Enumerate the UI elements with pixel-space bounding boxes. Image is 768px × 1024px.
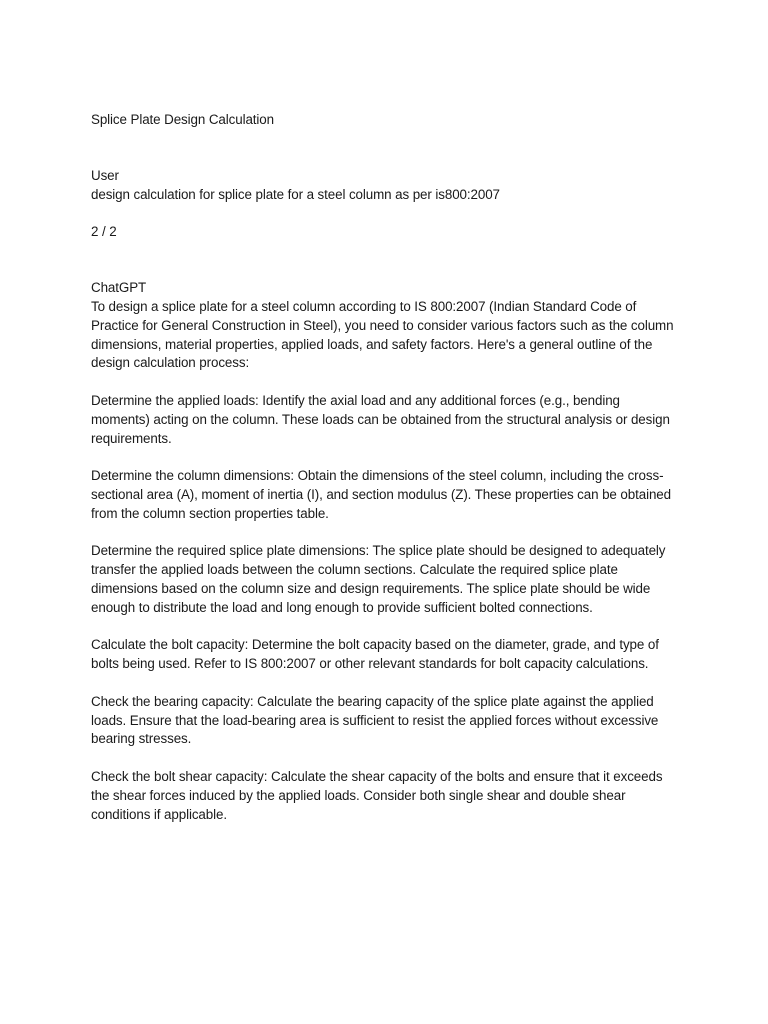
- response-paragraph-bolt-shear-capacity: Check the bolt shear capacity: Calculate the shear capacity of the bolts and ensure that it exceeds the shear forces induced by the applied loads. Consider both single shear and double shear conditions if applicable.: [91, 768, 663, 822]
- assistant-label: ChatGPT: [91, 280, 147, 296]
- response-paragraph-splice-plate-dimensions: Determine the required splice plate dimensions: The splice plate should be designed to adequately transfer the applied loads between the column sections. Calculate the required splice plate dimensions based on the column size and design requirements. The splice plate should be wide enough to distribute the load and long enough to provide sufficient bolted connections.: [91, 543, 666, 615]
- response-count: 2 / 2: [91, 224, 117, 240]
- document-page: [91, 111, 681, 824]
- document-title: Splice Plate Design Calculation: [91, 112, 274, 127]
- response-paragraph-intro: To design a splice plate for a steel column according to IS 800:2007 (Indian Standard Code of Practice for General Construction in Steel), you need to consider various factors such as the column dimensions, material properties, applied loads, and safety factors. Here's a general outline of the design calculation process:: [91, 298, 674, 371]
- response-paragraph-bearing-capacity: Check the bearing capacity: Calculate the bearing capacity of the splice plate against the applied loads. Ensure that the load-bearing area is sufficient to resist the applied forces without excessive bearing stresses.: [91, 693, 659, 747]
- response-paragraph-applied-loads: Determine the applied loads: Identify the axial load and any additional forces (e.g., bending moments) acting on the column. These loads can be obtained from the structural analysis or design requirements.: [91, 392, 670, 446]
- response-paragraph-bolt-capacity: Calculate the bolt capacity: Determine the bolt capacity based on the diameter, grade, and type of bolts being used. Refer to IS 800:2007 or other relevant standards for bolt capacity calculations.: [91, 637, 659, 672]
- response-body: [91, 298, 681, 824]
- user-label: User: [91, 167, 119, 183]
- response-paragraph-column-dimensions: Determine the column dimensions: Obtain the dimensions of the steel column, including the cross-sectional area (A), moment of inertia (I), and section modulus (Z). These properties can be obtained from the column section properties table.: [91, 468, 671, 521]
- user-prompt: design calculation for splice plate for a steel column as per is800:2007: [91, 186, 500, 202]
